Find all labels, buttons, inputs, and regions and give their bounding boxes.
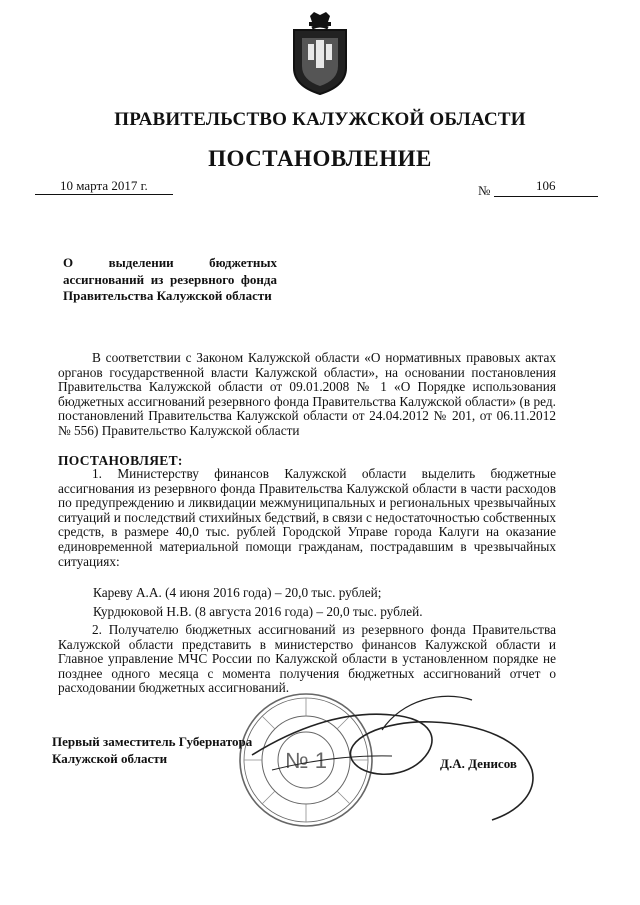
seal-number: № 1 [285,748,327,773]
recipient-line-2: Курдюковой Н.В. (8 августа 2016 года) – 20,0 тыс. рублей. [93,604,423,619]
handwritten-signature [232,660,552,860]
coat-of-arms-emblem [288,10,352,96]
government-title: ПРАВИТЕЛЬСТВО КАЛУЖСКОЙ ОБЛАСТИ [114,109,526,130]
item-2-paragraph: 2. Получателю бюджетных ассигнований из резервного фонда Правительства Калужской области представить в министерство финансов Калужской области и Главное управление МЧС России по Калужской области в установленном порядке не позднее одного месяца с момента получения бюджетных ассигнований отчет о расходовании бюджетных ассигнований. [58,622,556,696]
date-underline [35,194,173,195]
document-type-title: ПОСТАНОВЛЕНИЕ [208,146,432,171]
preamble-paragraph: В соответствии с Законом Калужской области «О нормативных правовых актах органов государственной власти Калужской области», на основании постановления Правительства Калужской области от 09.01.2008 № 1 «О Порядке использования бюджетных ассигнований резервного фонда Правительства Калужской области» (в ред. постановлений Правительства Калужской области от 24.04.2012 № 201, от 06.11.2012 № 556) Правительство Калужской области [58,350,556,438]
signatory-position-line-2: Калужской области [52,751,168,766]
document-subject: О выделении бюджетных ассигнований из резервного фонда Правительства Калужской области [63,255,277,303]
item-1-paragraph: 1. Министерству финансов Калужской области выделить бюджетные ассигнования из резервного фонда Правительства Калужской области в части расходов по предупреждению и ликвидации межмуниципальных и региональных чрезвычайных ситуаций и последствий стихийных бедствий, в связи с недостаточностью собственных средств, в размере 40,0 тыс. рублей Городской Управе города Калуги на оказание единовременной материальной помощи гражданам, пострадавшим в чрезвычайных ситуациях: [58,466,556,569]
signatory-name: Д.А. Денисов [440,756,517,771]
signatory-position-line-1: Первый заместитель Губернатора [52,734,253,749]
decree-word: ПОСТАНОВЛЯЕТ: [58,453,183,468]
signatory-position [52,733,252,767]
recipient-line-1: Кареву А.А. (4 июня 2016 года) – 20,0 тыс. рублей; [93,585,382,600]
document-date: 10 марта 2017 г. [60,178,148,193]
number-underline [494,196,598,197]
number-label: № [478,183,491,198]
document-number: 106 [536,178,556,193]
